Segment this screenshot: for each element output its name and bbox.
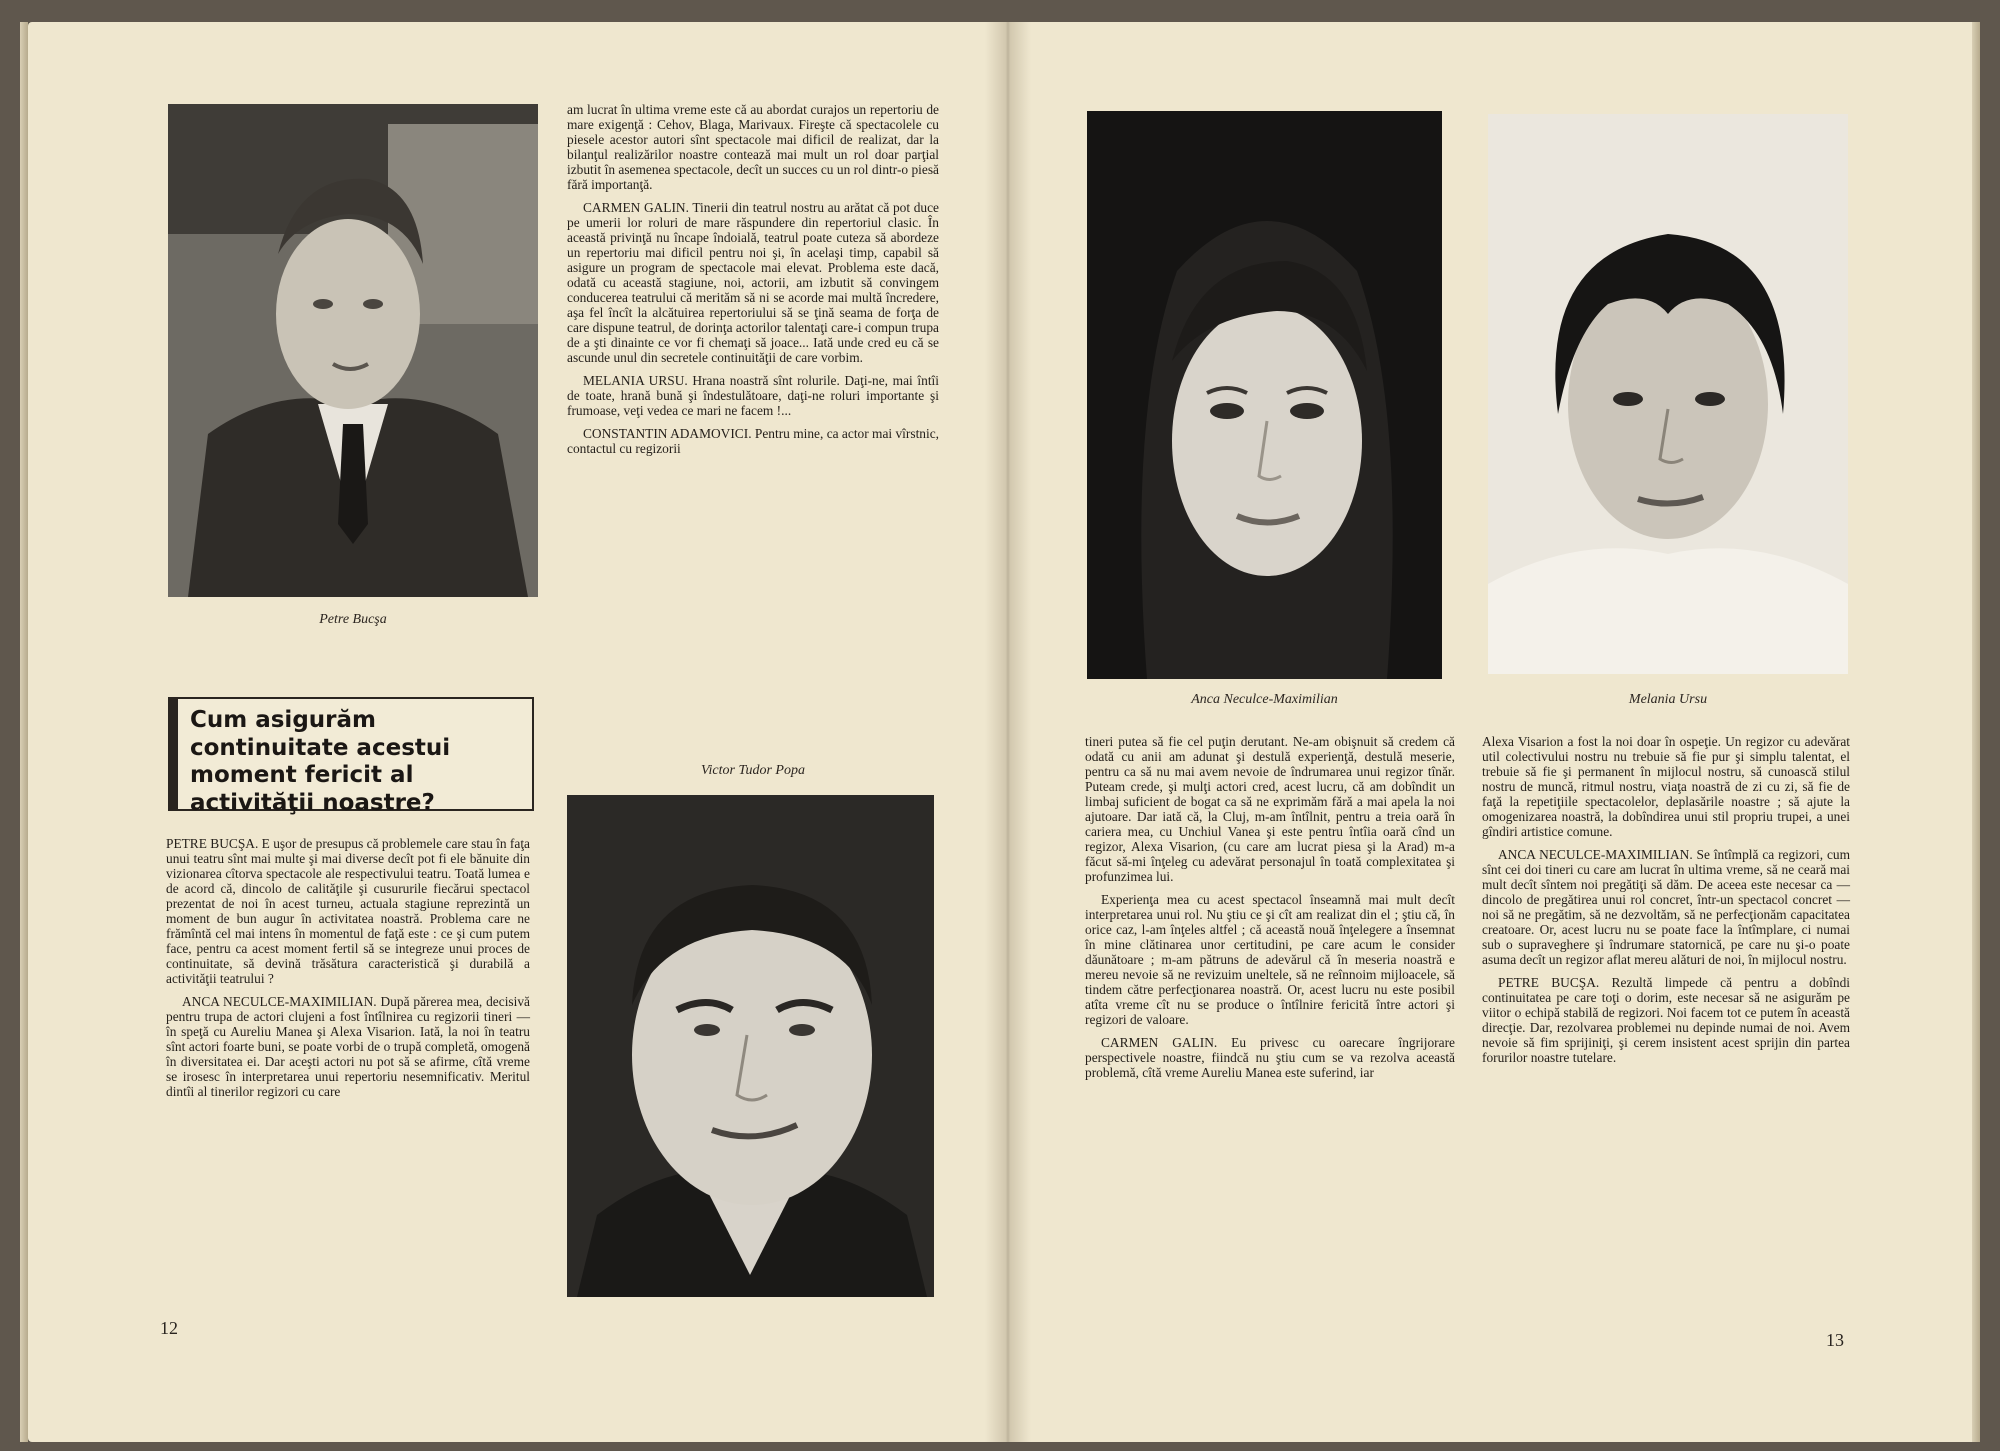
paragraph: ANCA NECULCE-MAXIMILIAN. Se întîmplă ca regizori, cum sînt cei doi tineri cu care am lucrat în ultima vreme, să ne ceară mai mult decît sîntem noi pregătiţi să dăm. De aceea este necesar ca — dincolo de pregătirea unui rol concret, într-un spectacol concret — noi să ne pregătim, să ne dezvoltăm, să ne perfecţionăm capacitatea creatoare. Or, acest lucru nu se poate face la întîmplare, ci numai sub o supraveghere şi îndrumare statornică, pe care nu şi-o poate asuma decît un regizor aflat mereu alături de noi, în mijlocul nostru. <box>1482 847 1850 967</box>
photo-caption: Petre Bucşa <box>319 612 387 627</box>
question-box <box>168 697 534 816</box>
left-page-edge <box>20 22 28 1442</box>
photo-caption: Anca Neculce-Maximilian <box>1191 692 1338 707</box>
right-column-1 <box>1085 734 1455 1088</box>
portrait-photo-melania-ursu <box>1488 114 1848 674</box>
paragraph: Experienţa mea cu acest spectacol înseamnă mai mult decît interpretarea unui rol. Nu ştiu ce şi cît am realizat din el ; ştiu că, în orice caz, l-am înţeles altfel ; că această nouă înţelegere a însemnat în mine clătinarea unor certitudini, pe care acum le consider dăunătoare ; m-am pătruns de adevărul că în meseria noastră e mereu nevoie să ne revizuim uneltele, să ne reînnoim mijloacele, să tindem către perfecţionarea noastră. Or, acest lucru nu este posibil atîta vreme cît nu se produce o întîlnire fericită între actori şi regizori de valoare. <box>1085 892 1455 1027</box>
right-column-2 <box>1482 734 1850 1073</box>
paragraph: ANCA NECULCE-MAXIMILIAN. După părerea mea, decisivă pentru trupa de actori clujeni a fost întîlnirea cu regizorii tineri — în speţă cu Aureliu Manea şi Alexa Visarion. Iată, la noi în teatru sînt actori foarte buni, se poate vorbi de o trupă completă, omogenă în diversitatea ei. Dar aceşti actori nu pot să se afirme, cîtă vreme se irosesc în interpretarea unui repertoriu nesemnificativ. Meritul dintîi al tinerilor regizori cu care <box>166 994 530 1099</box>
paragraph: CARMEN GALIN. Eu privesc cu oarecare îngrijorare perspectivele noastre, fiindcă nu ştiu cum se va rezolva această problemă, cîtă vreme Aureliu Manea este suferind, iar <box>1085 1035 1455 1080</box>
portrait-photo-petre-bucsa <box>168 104 538 597</box>
photo-caption: Victor Tudor Popa <box>701 763 805 778</box>
right-page-edge <box>1972 22 1980 1442</box>
paragraph: am lucrat în ultima vreme este că au abordat curajos un repertoriu de mare exigenţă : Cehov, Blaga, Marivaux. Fireşte că spectacolele cu piesele acestor autori sînt spectacole mai dificil de realizat, dar la bilanţul realizărilor noastre contează mai mult un rol doar parţial izbutit în asemenea spectacole, decît un succes cu un rol dintr-o piesă fără importanţă. <box>567 102 939 192</box>
paragraph: tineri putea să fie cel puţin derutant. Ne-am obişnuit să credem că odată cu anii am adunat şi destulă experienţă, destulă meserie, pentru ca să nu mai avem nevoie de îndrumarea unui regizor tînăr. Puteam crede, şi mulţi actori cred, acest lucru, că am dobîndit un limbaj suficient de bogat ca să ne exprimăm fără a mai apela la noi ajutoare. Dar iată că, la Cluj, m-am întîlnit, pentru a treia oară în cariera mea, cu Unchiul Vanea şi este pentru întîia oară cînd un regizor, Alexa Visarion, (cu care am lucrat piesa şi la Arad) m-a făcut să-mi înţeleg cu adevărat personajul în toată complexitatea şi profunzimea lui. <box>1085 734 1455 884</box>
portrait-photo-victor-tudor-popa <box>567 795 934 1297</box>
paragraph: PETRE BUCŞA. E uşor de presupus că problemele care stau în faţa unui teatru sînt mai multe şi mai diverse decît pot fi ele bănuite din vizionarea cîtorva spectacole ale respectivului teatru. Toată lumea e de acord că, dincolo de calităţile şi cusururile fiecărui spectacol prezentat de noi în acest turneu, actuala stagiune reprezintă un moment de bun augur în activitatea noastră. Problema care ne frămîntă cel mai intens în momentul de faţă este : ce şi cum putem face, pentru ca acest moment fertil să se integreze unui proces de continuitate, să devină trăsătura caracteristică şi durabilă a activităţii teatrului ? <box>166 836 530 986</box>
paragraph: MELANIA URSU. Hrana noastră sînt rolurile. Daţi-ne, mai întîi de toate, hrană bună şi îndestulătoare, daţi-ne roluri importante şi frumoase, veţi vedea ce mari ne facem !... <box>567 373 939 418</box>
page-number: 12 <box>160 1318 178 1338</box>
paragraph: CARMEN GALIN. Tinerii din teatrul nostru au arătat că pot duce pe umerii lor roluri de mare răspundere din repertoriul clasic. În această privinţă nu încape îndoială, teatrul poate cuteza să abordeze un repertoriu mai dificil pentru noi şi, în acelaşi timp, capabil să asigure un program de spectacole mai elevat. Problema este dacă, odată cu această stagiune, noi, actorii, am izbutit să convingem conducerea teatrului că merităm să ni se acorde mai multă încredere, aşa fel încît la alcătuirea repertoriului să se ţină seama de forţa de care dispune teatrul, de dorinţa actorilor talentaţi care-i compun trupa de a şti dinainte ce vor fi chemaţi să joace... Iată unde cred eu că se ascunde unul din secretele continuităţii de care vorbim. <box>567 200 939 365</box>
paragraph: Alexa Visarion a fost la noi doar în ospeţie. Un regizor cu adevărat util colectivului nostru nu trebuie să fie pur şi simplu talentat, el trebuie să fie şi permanent în mijlocul nostru, să cunoască stilul nostru de muncă, ritmul nostru, viaţa noastră de zi cu zi, să fie de faţă la repetiţiile spectacolelor, deplasările noastre ; să ajute la omogenizarea noastră, la dobîndirea unui stil propriu trupei, a unei gîndiri artistice comune. <box>1482 734 1850 839</box>
paragraph: CONSTANTIN ADAMOVICI. Pentru mine, ca actor mai vîrstnic, contactul cu regizorii <box>567 426 939 456</box>
page-number: 13 <box>1826 1330 1844 1350</box>
section-heading: Cum asigurăm continuitate acestui moment fericit al activităţii noastre? <box>190 707 451 816</box>
left-column-2 <box>567 102 939 464</box>
portrait-photo-anca-neculce-maximilian <box>1087 111 1442 679</box>
question-box-bar <box>168 697 178 811</box>
left-column-1 <box>166 836 530 1107</box>
paragraph: PETRE BUCŞA. Rezultă limpede că pentru a dobîndi continuitatea pe care toţi o dorim, este necesar să ne asigurăm pe viitor o echipă stabilă de regizori. Noi facem tot ce putem în această direcţie. Dar, rezolvarea problemei nu depinde numai de noi. Avem nevoie să fim sprijiniţi, şi cerem insistent acest sprijin din partea forurilor noastre tutelare. <box>1482 975 1850 1065</box>
book-gutter <box>985 22 1031 1442</box>
photo-caption: Melania Ursu <box>1628 692 1708 707</box>
